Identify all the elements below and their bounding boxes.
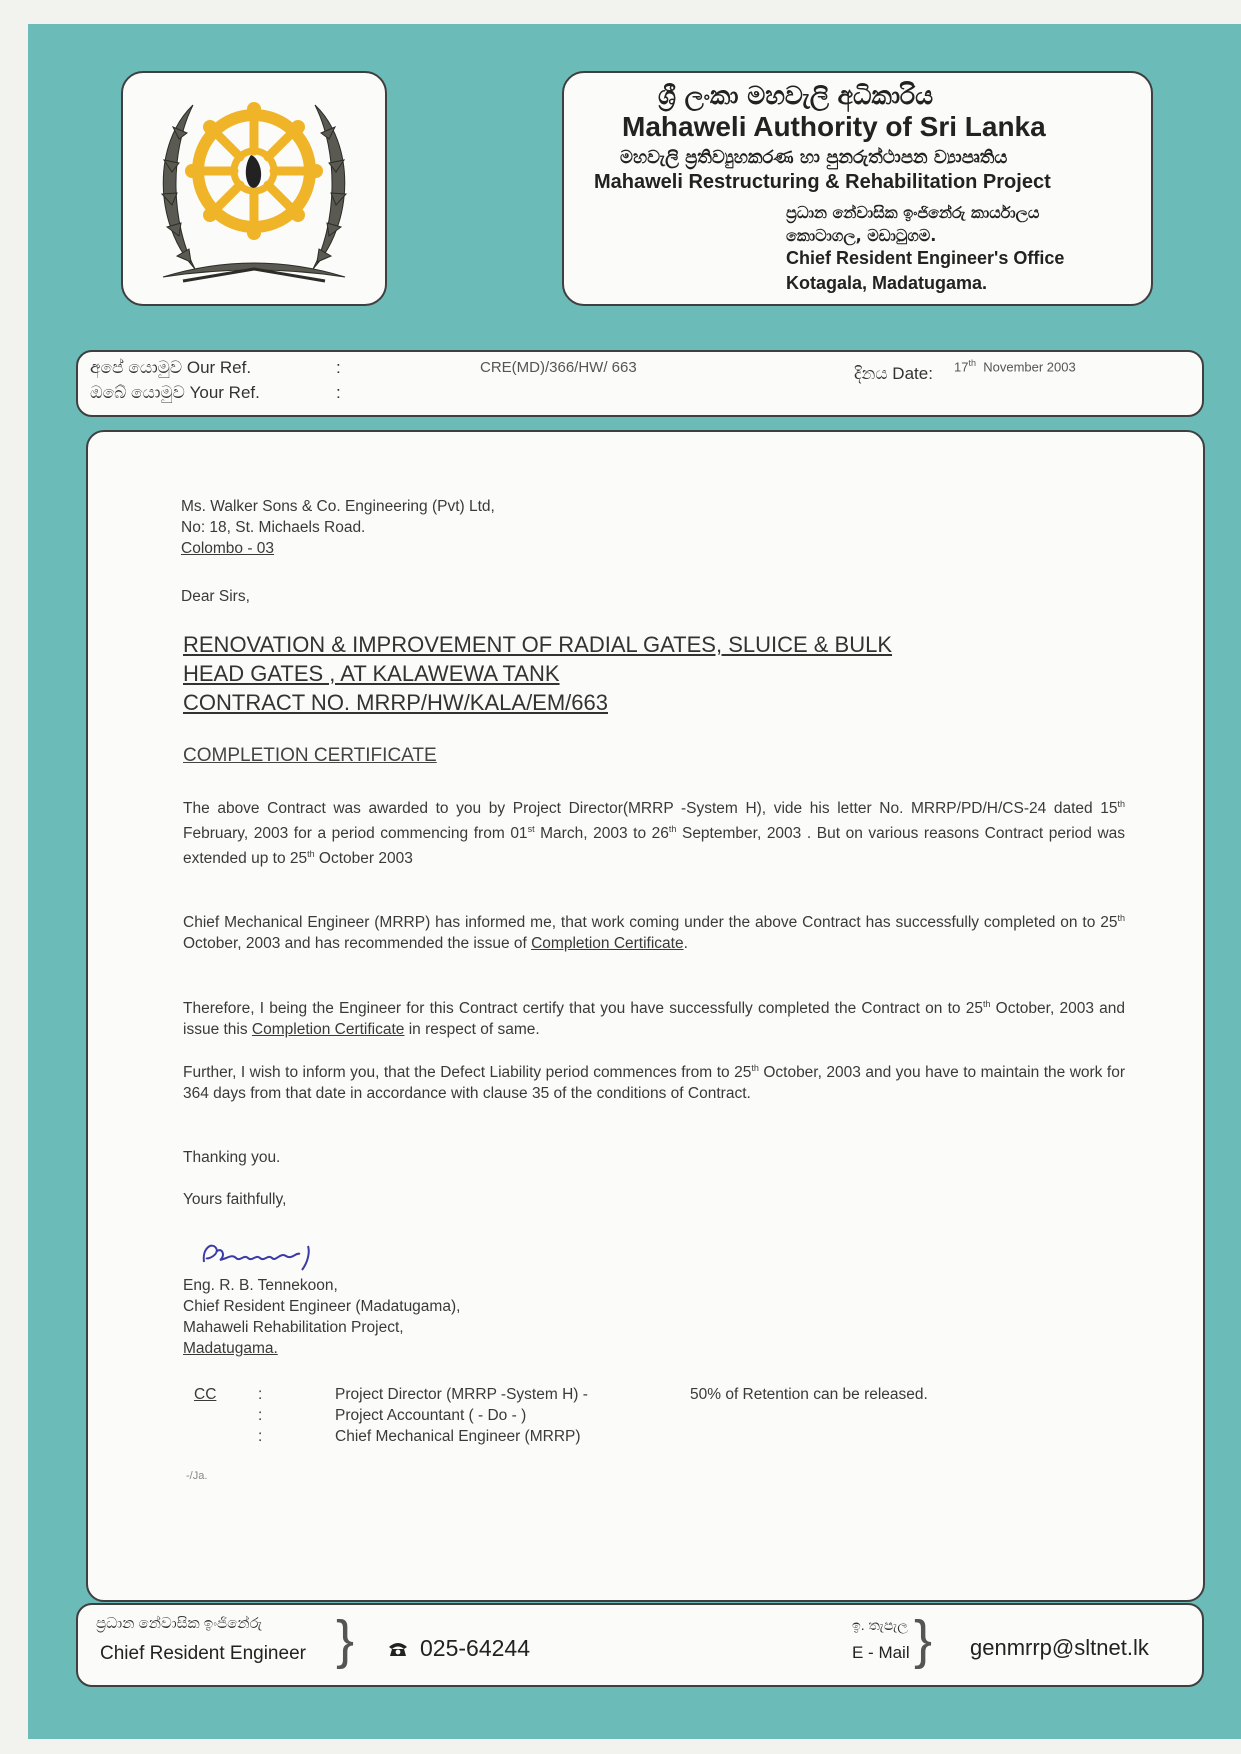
project-name-sinhala: මහවැලි ප්‍රතිව්‍යුහකරණ හා පුනරුත්ථාපන ව්‍යාපෘතිය <box>620 147 1008 168</box>
signatory-location: Madatugama. <box>183 1340 278 1357</box>
our-ref-colon: : <box>336 358 341 377</box>
authority-name: Mahaweli Authority of Sri Lanka <box>622 111 1046 142</box>
our-ref-value: CRE(MD)/366/HW/ 663 <box>480 359 637 376</box>
recipient-line-2: No: 18, St. Michaels Road. <box>181 519 366 536</box>
telephone-icon <box>388 1641 408 1657</box>
footer-email[interactable]: genmrrp@sltnet.lk <box>970 1635 1149 1660</box>
cc-colon: : <box>258 1428 263 1445</box>
office-address: Kotagala, Madatugama. <box>786 273 988 293</box>
signatory-name: Eng. R. B. Tennekoon, <box>183 1277 338 1294</box>
cc-colon: : <box>258 1386 263 1403</box>
paragraph-award: The above Contract was awarded to you by Project Director(MRRP -System H), vide his letter No. MRRP/PD/H/CS-24 dated 15th February, 2003 for a period commencing from 01st March, 2003 to 26th September, 2003 . But on various reasons Contract period was extended up to 25th October 2003 <box>183 799 1126 868</box>
cc-label: CC <box>194 1386 217 1403</box>
emblem-logo <box>123 73 385 304</box>
signature <box>198 1238 328 1272</box>
footer-role: Chief Resident Engineer <box>100 1643 306 1664</box>
date-value: 17th November 2003 <box>954 358 1076 375</box>
title-panel <box>562 71 1153 306</box>
certificate-heading: COMPLETION CERTIFICATE <box>183 745 437 766</box>
paragraph-completion: Chief Mechanical Engineer (MRRP) has informed me, that work coming under the above Contract has successfully completed on to 25th October, 2003 and has recommended the issue of Completion Certificate. <box>183 913 1125 953</box>
footer-email-label-sinhala: ඉ. තැපැල <box>852 1617 908 1633</box>
your-ref-label: ඔබේ යොමුව Your Ref. <box>90 383 260 402</box>
cc-recipient-2: Project Accountant ( - Do - ) <box>335 1407 527 1424</box>
subject-line-1: RENOVATION & IMPROVEMENT OF RADIAL GATES, SLUICE & BULK <box>183 632 893 657</box>
date-label: දිනය Date: <box>854 364 933 383</box>
logo-panel <box>121 71 387 306</box>
brace-divider: } <box>914 1610 933 1670</box>
subject-line-3: CONTRACT NO. MRRP/HW/KALA/EM/663 <box>183 690 608 715</box>
signatory-title: Chief Resident Engineer (Madatugama), <box>183 1298 461 1315</box>
reference-panel <box>76 350 1204 417</box>
footer-role-sinhala: ප්‍රධාන නේවාසික ඉංජිනේරු <box>96 1615 263 1632</box>
paragraph-defect-liability: Further, I wish to inform you, that the Defect Liability period commences from to 25th October, 2003 and you have to maintain the work for 364 days from that date in accordance with clause 35 of the conditions of Contract. <box>183 1063 1125 1103</box>
cc-recipient-1: Project Director (MRRP -System H) - <box>335 1386 588 1403</box>
salutation: Dear Sirs, <box>181 588 250 605</box>
subject-line-2: HEAD GATES , AT KALAWEWA TANK <box>183 661 560 686</box>
footer-panel <box>76 1603 1204 1687</box>
your-ref-colon: : <box>336 383 341 402</box>
sri-lanka-map-icon <box>246 155 261 188</box>
cc-colon: : <box>258 1407 263 1424</box>
dharma-wheel-icon <box>185 102 323 240</box>
our-ref-label: අපේ යොමුව Our Ref. <box>90 358 252 377</box>
authority-name-sinhala: ශ්‍රී ලංකා මහවැලි අධිකාරිය <box>658 81 934 110</box>
thanks-line: Thanking you. <box>183 1149 281 1166</box>
cc-note: 50% of Retention can be released. <box>690 1386 928 1403</box>
signatory-project: Mahaweli Rehabilitation Project, <box>183 1319 404 1336</box>
cc-recipient-3: Chief Mechanical Engineer (MRRP) <box>335 1428 581 1445</box>
footer-email-label: E - Mail <box>852 1643 910 1662</box>
recipient-line-3: Colombo - 03 <box>181 540 275 557</box>
closing-line: Yours faithfully, <box>183 1191 287 1208</box>
office-name: Chief Resident Engineer's Office <box>786 248 1065 268</box>
recipient-line-1: Ms. Walker Sons & Co. Engineering (Pvt) Ltd, <box>181 498 495 515</box>
project-name: Mahaweli Restructuring & Rehabilitation Project <box>594 171 1051 193</box>
footer-phone: 025-64244 <box>420 1635 530 1661</box>
brace-divider: } <box>336 1610 355 1670</box>
office-address-sinhala: කොටාගල, මඩාටුගම. <box>786 226 937 245</box>
typist-initials: -/Ja. <box>186 1470 208 1482</box>
office-name-sinhala: ප්‍රධාන නේවාසික ඉංජිනේරු කාර්යාලය <box>786 203 1040 222</box>
paragraph-certify: Therefore, I being the Engineer for this Contract certify that you have successfully completed the Contract on to 25th October, 2003 and issue this Completion Certificate in respect of same. <box>183 999 1125 1039</box>
